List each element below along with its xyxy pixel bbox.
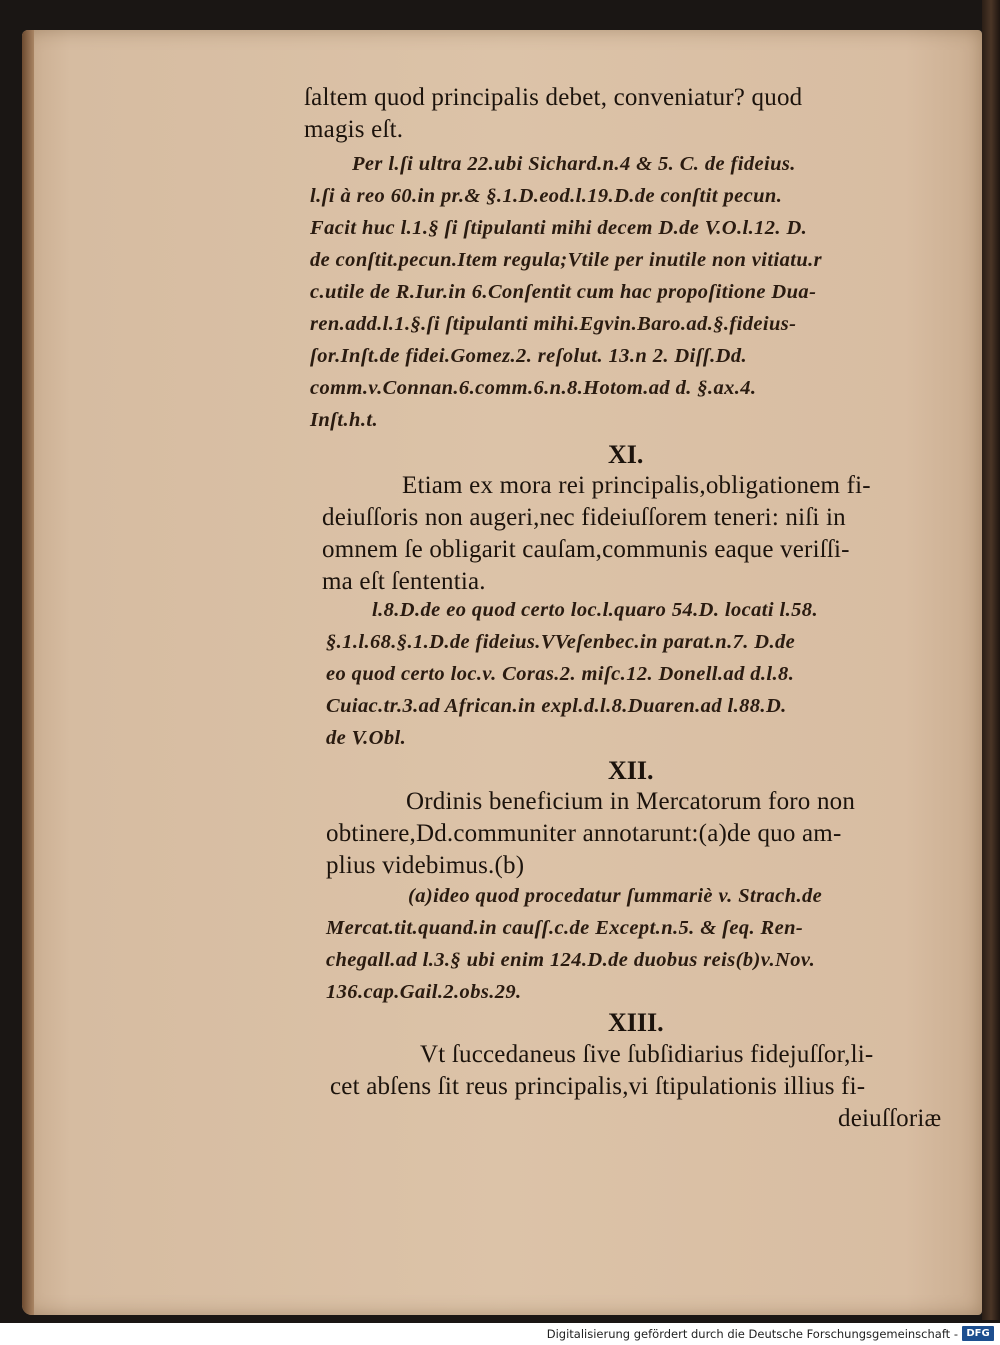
section-heading: XII. xyxy=(608,756,654,785)
text-line: plius videbimus.(b) xyxy=(326,852,525,879)
citation-line: comm.v.Connan.6.comm.6.n.8.Hotom.ad d. §.ax.4. xyxy=(310,377,757,399)
text-line: ſaltem quod principalis debet, conveniatur? quod xyxy=(304,84,803,111)
citation-line: Mercat.tit.quand.in cauſſ.c.de Except.n.5. & ſeq. Ren- xyxy=(326,917,804,939)
citation-line: chegall.ad l.3.§ ubi enim 124.D.de duobus reis(b)v.Nov. xyxy=(326,949,816,971)
text-line: deiuſſoris non augeri,nec fideiuſſorem teneri: niſi in xyxy=(322,504,846,531)
citation-line: l.8.D.de eo quod certo loc.l.quaro 54.D. locati l.58. xyxy=(372,599,818,621)
citation-line: de conſtit.pecun.Item regula;Vtile per inutile non vitiatu.r xyxy=(310,249,823,271)
citation-line: Facit huc l.1.§ ſi ſtipulanti mihi decem D.de V.O.l.12. D. xyxy=(310,217,808,239)
citation-line: c.utile de R.Iur.in 6.Conſentit cum hac propoſitione Dua- xyxy=(310,281,817,303)
text-line: Vt ſuccedaneus ſive ſubſidiarius fidejuſſor,li- xyxy=(420,1041,874,1068)
text-line: magis eſt. xyxy=(304,116,404,143)
text-line: ma eſt ſententia. xyxy=(322,568,486,595)
citation-line: de V.Obl. xyxy=(326,727,407,749)
citation-line: ren.add.l.1.§.ſi ſtipulanti mihi.Egvin.Baro.ad.§.fideius- xyxy=(310,313,797,335)
catchword: deiuſſoriæ xyxy=(838,1105,942,1132)
digitization-footer xyxy=(0,1323,1000,1345)
text-line: Ordinis beneficium in Mercatorum foro non xyxy=(406,788,856,815)
citation-line: Per l.ſi ultra 22.ubi Sichard.n.4 & 5. C. de fideius. xyxy=(352,153,796,175)
citation-line: §.1.l.68.§.1.D.de fideius.VVeſenbec.in parat.n.7. D.de xyxy=(326,631,796,653)
citation-line: 136.cap.Gail.2.obs.29. xyxy=(326,981,522,1003)
page-left-edge xyxy=(22,30,34,1315)
text-line: cet abſens ſit reus principalis,vi ſtipulationis illius fi- xyxy=(330,1073,866,1100)
citation-line: l.ſi à reo 60.in pr.& §.1.D.eod.l.19.D.de conſtit pecun. xyxy=(310,185,783,207)
text-line: obtinere,Dd.communiter annotarunt:(a)de quo am- xyxy=(326,820,842,847)
book-binding xyxy=(982,0,1000,1320)
citation-line: Cuiac.tr.3.ad African.in expl.d.l.8.Duaren.ad l.88.D. xyxy=(326,695,787,717)
citation-line: (a)ideo quod procedatur ſummariè v. Strach.de xyxy=(408,885,823,907)
text-line: omnem ſe obligarit cauſam,communis eaque veriſſi- xyxy=(322,536,850,563)
citation-line: Inſt.h.t. xyxy=(310,409,378,431)
dfg-logo: DFG xyxy=(962,1326,994,1341)
section-heading: XIII. xyxy=(608,1008,664,1037)
citation-line: ſor.Inſt.de fidei.Gomez.2. reſolut. 13.n 2. Diſſ.Dd. xyxy=(310,345,748,367)
section-heading: XI. xyxy=(608,440,644,469)
text-line: Etiam ex mora rei principalis,obligationem fi- xyxy=(402,472,871,499)
funding-credit: Digitalisierung gefördert durch die Deutsche Forschungsgemeinschaft - xyxy=(546,1327,958,1341)
citation-line: eo quod certo loc.v. Coras.2. miſc.12. Donell.ad d.l.8. xyxy=(326,663,795,685)
